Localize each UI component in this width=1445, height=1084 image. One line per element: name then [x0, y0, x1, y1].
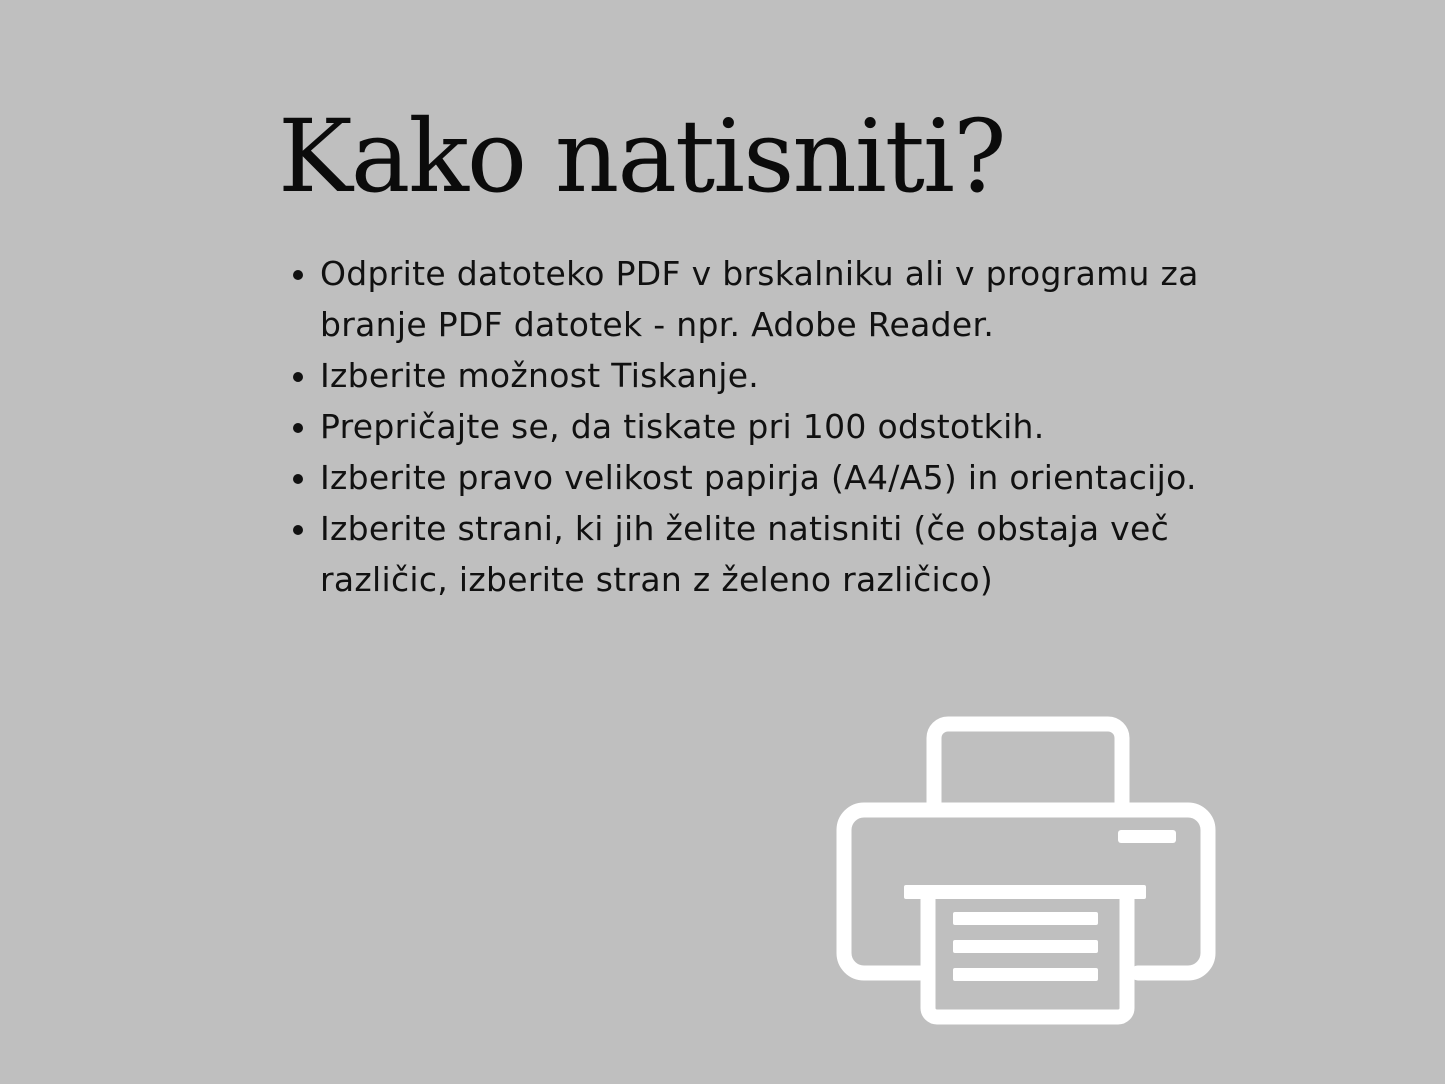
instruction-item — [320, 452, 1260, 503]
instruction-text: Izberite možnost Tiskanje. — [320, 356, 760, 395]
instruction-item — [320, 401, 1260, 452]
instructions-list — [320, 248, 1260, 605]
instruction-text: Prepričajte se, da tiskate pri 100 odstotkih. — [320, 407, 1045, 446]
bullet-icon — [293, 270, 303, 280]
instruction-text: Izberite pravo velikost papirja (A4/A5) in orientacijo. — [320, 458, 1197, 497]
instruction-item — [320, 503, 1260, 605]
printer-icon — [828, 710, 1224, 1032]
page-title: Kako natisniti? — [278, 98, 1005, 215]
instruction-text: Odprite datoteko PDF v brskalniku ali v programu za branje PDF datotek - npr. Adobe Reader. — [320, 254, 1199, 344]
bullet-icon — [293, 525, 303, 535]
bullet-icon — [293, 423, 303, 433]
instruction-item — [320, 350, 1260, 401]
instruction-item — [320, 248, 1260, 350]
bullet-icon — [293, 372, 303, 382]
bullet-icon — [293, 474, 303, 484]
instruction-text: Izberite strani, ki jih želite natisniti (če obstaja več različic, izberite stran z želeno različico) — [320, 509, 1170, 599]
